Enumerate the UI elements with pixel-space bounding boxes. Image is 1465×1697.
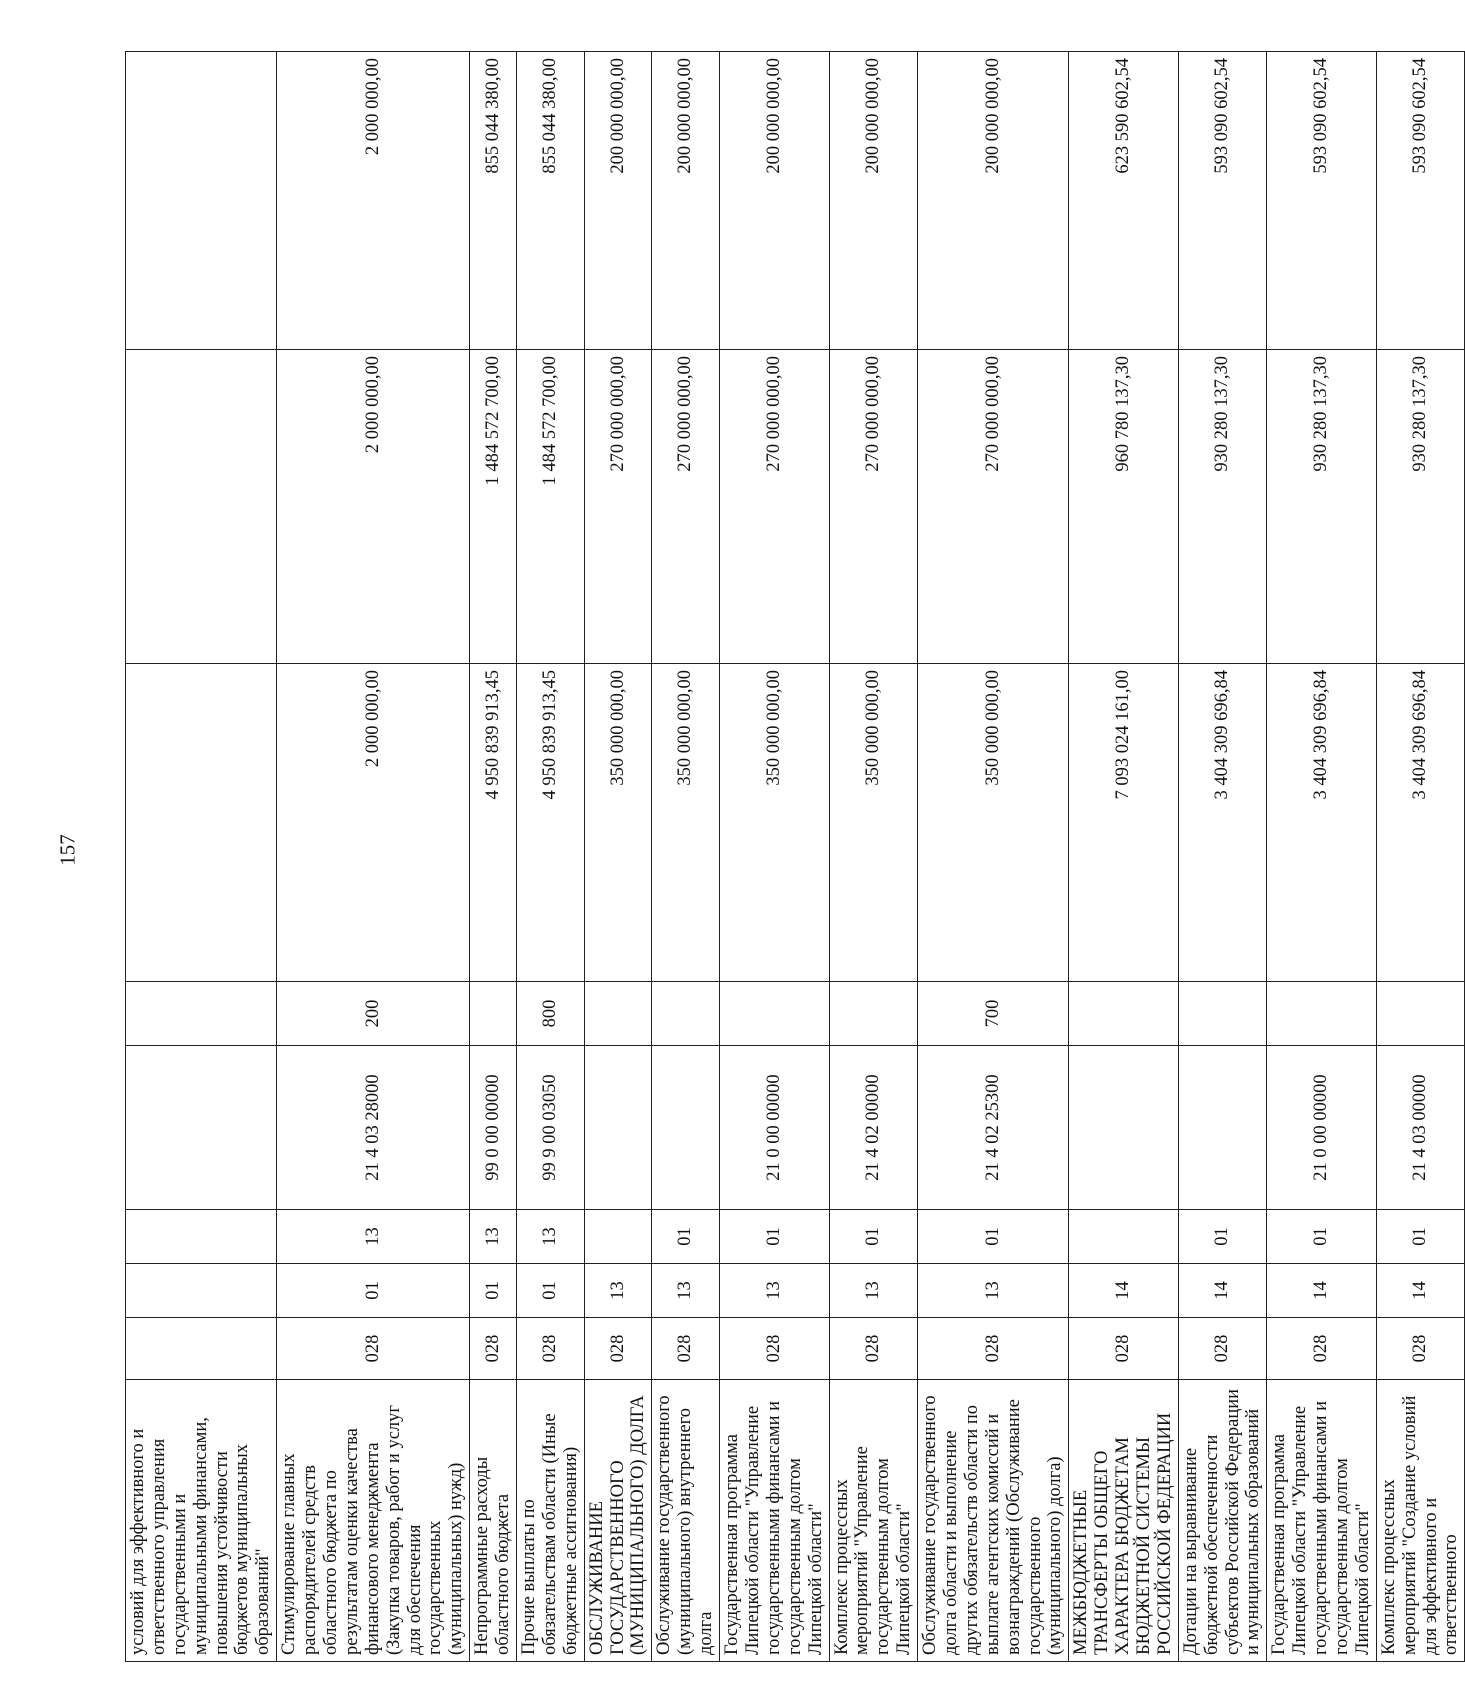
amount-year2-cell: 1 484 572 700,00 [470,350,517,664]
table-row [1267,52,1376,1662]
table-row [277,52,470,1662]
amount-year3-cell: 855 044 380,00 [517,52,585,350]
table-row [652,52,720,1662]
table-row [584,52,652,1662]
amount-year3-cell: 200 000 000,00 [720,52,829,350]
section-code-cell: 01 [517,1264,585,1318]
ministry-code-cell: 028 [918,1318,1069,1380]
amount-year3-cell: 593 090 602,54 [1178,52,1267,350]
table-row [517,52,585,1662]
target-article-cell: 21 4 03 28000 [277,1046,470,1210]
target-article-cell: 21 0 00 00000 [720,1046,829,1210]
target-article-cell [652,1046,720,1210]
section-code-cell: 01 [470,1264,517,1318]
target-article-cell: 21 4 02 00000 [829,1046,918,1210]
subsection-code-cell: 01 [652,1210,720,1264]
table-row [1178,52,1267,1662]
expense-name-cell: Обслуживание государственного долга области и выполнение других обязательств области по выплате агентских комиссий и вознаграждений (Обслуживание государственного (муниципального) долга) [918,1380,1069,1662]
subsection-code-cell [1069,1210,1178,1264]
amount-year2-cell: 270 000 000,00 [584,350,652,664]
target-article-cell: 99 9 00 03050 [517,1046,585,1210]
expense-type-cell: 800 [517,982,585,1046]
table-row [1069,52,1178,1662]
amount-year3-cell: 200 000 000,00 [584,52,652,350]
target-article-cell [1178,1046,1267,1210]
expense-type-cell [1267,982,1376,1046]
expense-name-cell: Непрограммные расходы областного бюджета [470,1380,517,1662]
expense-type-cell [470,982,517,1046]
expense-name-cell: Государственная программа Липецкой области "Управление государственными финансами и государственным долгом Липецкой области" [1267,1380,1376,1662]
amount-year1-cell: 350 000 000,00 [584,664,652,982]
budget-table [125,51,1465,1662]
subsection-code-cell: 01 [1267,1210,1376,1264]
section-code-cell: 14 [1267,1264,1376,1318]
amount-year1-cell: 350 000 000,00 [720,664,829,982]
amount-year3-cell: 855 044 380,00 [470,52,517,350]
expense-name-cell: ОБСЛУЖИВАНИЕ ГОСУДАРСТВЕННОГО (МУНИЦИПАЛЬНОГО) ДОЛГА [584,1380,652,1662]
ministry-code-cell: 028 [652,1318,720,1380]
expense-name-cell: Комплекс процессных мероприятий "Управление государственным долгом Липецкой области" [829,1380,918,1662]
amount-year1-cell: 3 404 309 696,84 [1267,664,1376,982]
target-article-cell: 21 4 02 25300 [918,1046,1069,1210]
subsection-code-cell [126,1210,277,1264]
ministry-code-cell: 028 [1376,1318,1465,1380]
amount-year3-cell: 593 090 602,54 [1267,52,1376,350]
expense-type-cell [584,982,652,1046]
amount-year1-cell: 3 404 309 696,84 [1376,664,1465,982]
page-number: 157 [55,834,80,866]
subsection-code-cell: 13 [277,1210,470,1264]
expense-type-cell [829,982,918,1046]
expense-type-cell [126,982,277,1046]
table-row [918,52,1069,1662]
amount-year1-cell: 350 000 000,00 [918,664,1069,982]
amount-year3-cell: 200 000 000,00 [652,52,720,350]
amount-year3-cell: 623 590 602,54 [1069,52,1178,350]
section-code-cell: 14 [1376,1264,1465,1318]
expense-type-cell [1376,982,1465,1046]
amount-year2-cell: 270 000 000,00 [652,350,720,664]
expense-name-cell: условий для эффективного и ответственного управления государственными и муниципальными финансами, повышения устойчивости бюджетов муниципальных образований" [126,1380,277,1662]
subsection-code-cell: 01 [1178,1210,1267,1264]
amount-year1-cell: 4 950 839 913,45 [470,664,517,982]
expense-name-cell: МЕЖБЮДЖЕТНЫЕ ТРАНСФЕРТЫ ОБЩЕГО ХАРАКТЕРА БЮДЖЕТАМ БЮДЖЕТНОЙ СИСТЕМЫ РОССИЙСКОЙ ФЕДЕРАЦИИ [1069,1380,1178,1662]
target-article-cell [126,1046,277,1210]
ministry-code-cell: 028 [470,1318,517,1380]
amount-year1-cell: 350 000 000,00 [829,664,918,982]
expense-type-cell [652,982,720,1046]
amount-year1-cell: 2 000 000,00 [277,664,470,982]
ministry-code-cell: 028 [277,1318,470,1380]
rotated-table-container [125,52,1462,1662]
ministry-code-cell: 028 [1178,1318,1267,1380]
subsection-code-cell: 13 [470,1210,517,1264]
section-code-cell: 13 [918,1264,1069,1318]
section-code-cell [126,1264,277,1318]
target-article-cell: 21 4 03 00000 [1376,1046,1465,1210]
amount-year3-cell: 593 090 602,54 [1376,52,1465,350]
target-article-cell [1069,1046,1178,1210]
section-code-cell: 14 [1178,1264,1267,1318]
amount-year2-cell: 930 280 137,30 [1178,350,1267,664]
expense-type-cell: 200 [277,982,470,1046]
amount-year2-cell [126,350,277,664]
ministry-code-cell: 028 [517,1318,585,1380]
amount-year2-cell: 270 000 000,00 [829,350,918,664]
subsection-code-cell [584,1210,652,1264]
table-row [1376,52,1465,1662]
ministry-code-cell [126,1318,277,1380]
ministry-code-cell: 028 [1267,1318,1376,1380]
amount-year2-cell: 1 484 572 700,00 [517,350,585,664]
amount-year2-cell: 930 280 137,30 [1267,350,1376,664]
expense-type-cell: 700 [918,982,1069,1046]
table-row [829,52,918,1662]
subsection-code-cell: 01 [1376,1210,1465,1264]
subsection-code-cell: 13 [517,1210,585,1264]
section-code-cell: 14 [1069,1264,1178,1318]
amount-year1-cell: 4 950 839 913,45 [517,664,585,982]
amount-year3-cell: 2 000 000,00 [277,52,470,350]
section-code-cell: 13 [720,1264,829,1318]
table-row [126,52,277,1662]
amount-year1-cell [126,664,277,982]
table-row [470,52,517,1662]
ministry-code-cell: 028 [829,1318,918,1380]
amount-year1-cell: 7 093 024 161,00 [1069,664,1178,982]
expense-name-cell: Стимулирование главных распорядителей средств областного бюджета по результатам оценки качества финансового менеджмента (Закупка товаров, работ и услуг для обеспечения государственных (муниципальных) нужд) [277,1380,470,1662]
amount-year2-cell: 270 000 000,00 [918,350,1069,664]
ministry-code-cell: 028 [1069,1318,1178,1380]
amount-year2-cell: 930 280 137,30 [1376,350,1465,664]
target-article-cell: 99 0 00 00000 [470,1046,517,1210]
amount-year2-cell: 270 000 000,00 [720,350,829,664]
target-article-cell [584,1046,652,1210]
amount-year1-cell: 350 000 000,00 [652,664,720,982]
ministry-code-cell: 028 [720,1318,829,1380]
expense-name-cell: Комплекс процессных мероприятий "Создание условий для эффективного и ответственного [1376,1380,1465,1662]
section-code-cell: 13 [584,1264,652,1318]
amount-year3-cell: 200 000 000,00 [918,52,1069,350]
expense-name-cell: Обслуживание государственного (муниципального) внутреннего долга [652,1380,720,1662]
amount-year2-cell: 960 780 137,30 [1069,350,1178,664]
amount-year3-cell [126,52,277,350]
subsection-code-cell: 01 [720,1210,829,1264]
amount-year2-cell: 2 000 000,00 [277,350,470,664]
amount-year1-cell: 3 404 309 696,84 [1178,664,1267,982]
subsection-code-cell: 01 [829,1210,918,1264]
expense-name-cell: Прочие выплаты по обязательствам области (Иные бюджетные ассигнования) [517,1380,585,1662]
ministry-code-cell: 028 [584,1318,652,1380]
section-code-cell: 13 [829,1264,918,1318]
target-article-cell: 21 0 00 00000 [1267,1046,1376,1210]
amount-year3-cell: 200 000 000,00 [829,52,918,350]
subsection-code-cell: 01 [918,1210,1069,1264]
table-row [720,52,829,1662]
expense-name-cell: Дотации на выравнивание бюджетной обеспеченности субъектов Российской Федерации и муниципальных образований [1178,1380,1267,1662]
section-code-cell: 13 [652,1264,720,1318]
expense-type-cell [720,982,829,1046]
expense-type-cell [1178,982,1267,1046]
table-body [126,52,1465,1662]
expense-type-cell [1069,982,1178,1046]
section-code-cell: 01 [277,1264,470,1318]
expense-name-cell: Государственная программа Липецкой области "Управление государственными финансами и государственным долгом Липецкой области" [720,1380,829,1662]
